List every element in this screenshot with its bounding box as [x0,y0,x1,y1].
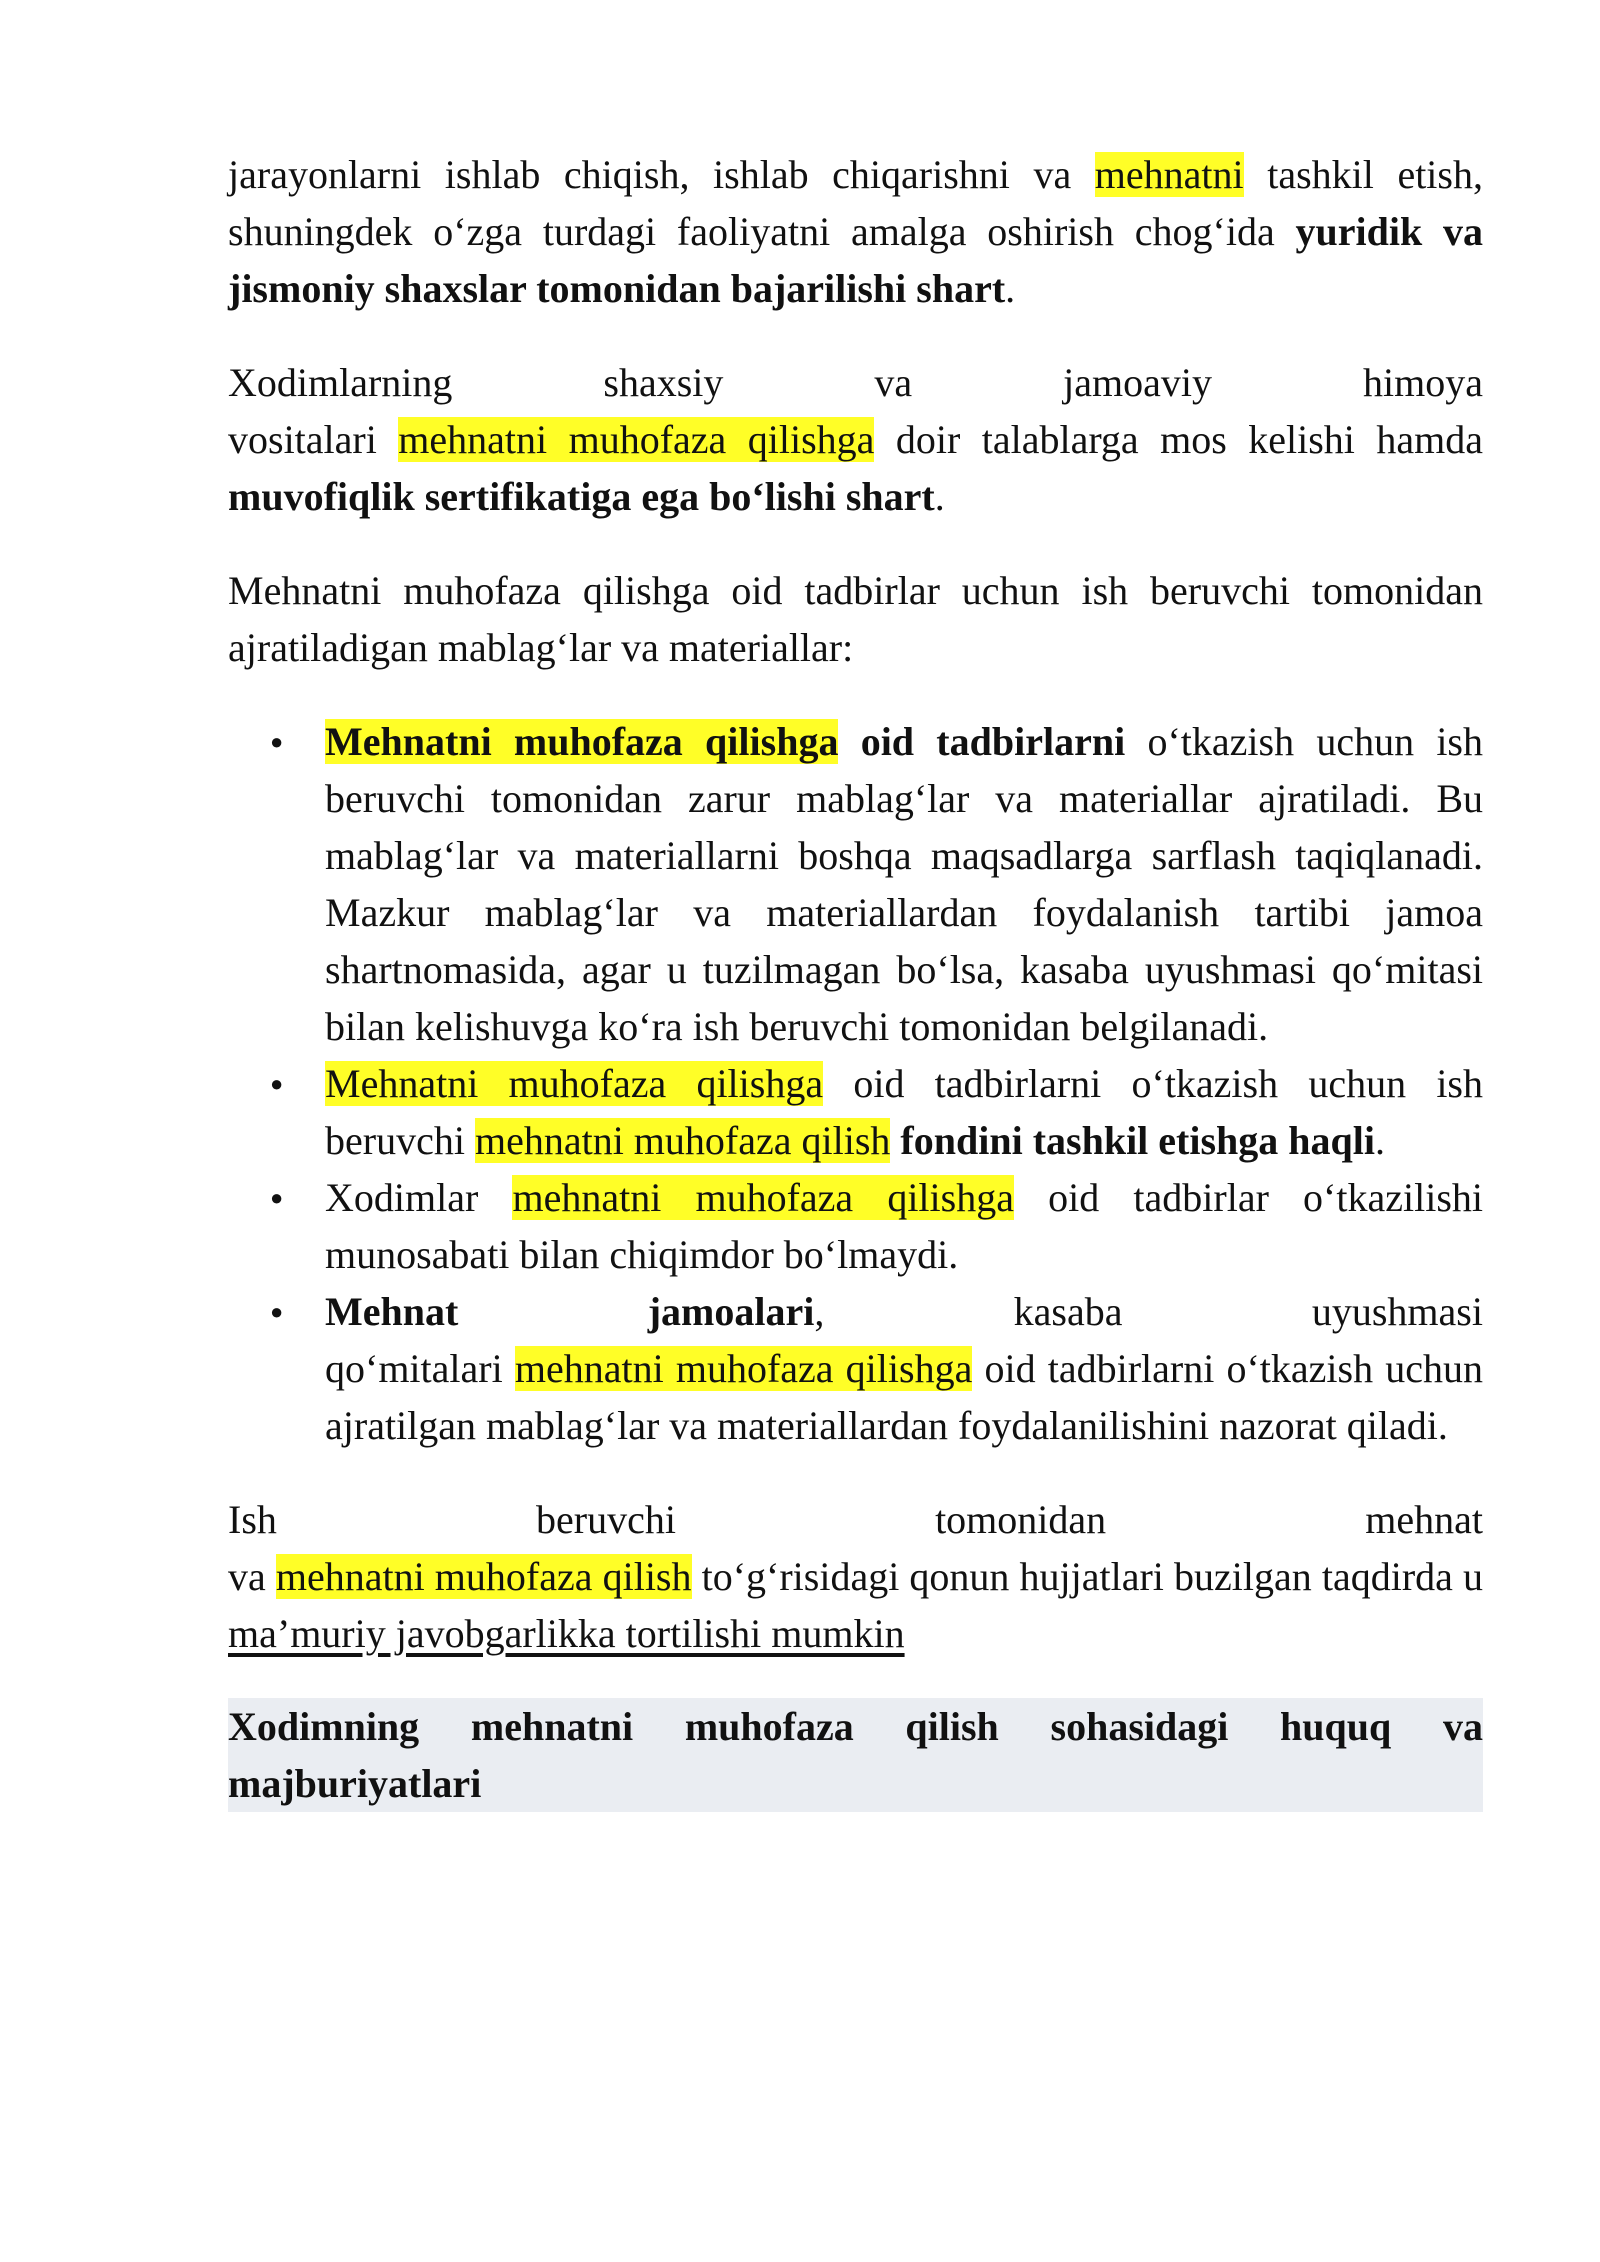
bullet-icon: ● [270,1299,284,1324]
comma: , [814,1289,825,1334]
paragraph-4-body [228,1548,1483,1662]
text: . [1375,1118,1386,1163]
document-page [228,146,1483,1812]
word: Ish [228,1497,277,1542]
text: . [1005,266,1016,311]
bullet-icon: ● [270,1071,284,1096]
text: doir talablarga mos kelishi hamda [874,417,1483,462]
highlight: mehnatni muhofaza qilishga [512,1175,1014,1220]
text: oid tadbirlarni o‘tkazish uchun ajratilgan mablag‘lar va materiallardan foydalanilishini nazorat qiladi. [325,1346,1483,1448]
highlight: mehnatni muhofaza qilishga [514,1346,973,1391]
list-item [270,713,1484,1055]
bold-word: Mehnat [325,1289,459,1334]
bullet-list [228,713,1483,1454]
word: uyushmasi [1311,1289,1483,1334]
list-item [270,1283,1483,1454]
list-item [270,1169,1484,1283]
text: qo‘mitalari [325,1346,515,1391]
highlight: Mehnatni muhofaza qilishga [325,1061,824,1106]
word: kasaba [1013,1289,1123,1334]
paragraph-1 [228,146,1483,317]
bullet-icon: ● [270,729,284,754]
text: jarayonlarni ishlab chiqish, ishlab chiqarishni va [228,152,1095,197]
text: tashkil etish, shuningdek o‘zga turdagi faoliyatni amalga oshirish chog‘ida [228,152,1483,254]
list-item [270,1055,1483,1169]
word: shaxsiy [603,360,724,405]
bold-text: fondini tashkil etishga haqli [900,1118,1376,1163]
word: himoya [1362,360,1483,405]
paragraph-4 [228,1491,1483,1662]
text [890,1118,900,1163]
word: beruvchi [536,1497,676,1542]
text: to‘g‘risidagi qonun hujjatlari buzilgan taqdirda u [691,1554,1483,1599]
text: . [934,474,945,519]
text: vositalari [228,417,399,462]
highlight: mehnatni muhofaza qilish [474,1118,891,1163]
word: va [874,360,913,405]
underlined-text: ma’muriy javobgarlikka tortilishi mumkin [228,1611,905,1656]
word: tomonidan [935,1497,1107,1542]
text: o‘tkazish uchun ish beruvchi tomonidan zarur mablag‘lar va materiallar ajratiladi. Bu mablag‘lar va materiallarni boshqa maqsadlarga sarflash taqiqlanadi. Mazkur mablag‘lar va materiallardan foydalanish tartibi jamoa shartnomasida, agar u tuzilmagan bo‘lsa, kasaba uyushmasi qo‘mitasi bilan kelishuvga ko‘ra ish beruvchi tomonidan belgilanadi. [325,719,1484,1049]
bold-text: muvofiqlik sertifikatiga ega bo‘lishi shart [228,474,935,519]
bold-text: yuridik va jismoniy shaxslar tomonidan bajarilishi shart [228,209,1484,311]
bullet-icon: ● [270,1185,284,1210]
highlight: mehnatni [1094,152,1244,197]
paragraph-2-body [228,411,1483,525]
word: Xodimlarning [228,360,453,405]
spread-line [228,1491,1483,1548]
spread-line [228,354,1483,411]
text: va [228,1554,276,1599]
spread-line [325,1283,1483,1340]
highlight: mehnatni muhofaza qilish [275,1554,692,1599]
text: oid tadbirlarni o‘tkazish uchun ish beruvchi [325,1061,1483,1163]
bold-text: oid tadbirlarni [838,719,1126,764]
word: jamoaviy [1063,360,1212,405]
text: Xodimlar [325,1175,513,1220]
highlight-bold: Mehnatni muhofaza qilishga [325,719,839,764]
paragraph-2 [228,354,1483,525]
text: oid tadbirlar o‘tkazilishi munosabati bilan chiqimdor bo‘lmaydi. [325,1175,1484,1277]
paragraph-3: Mehnatni muhofaza qilishga oid tadbirlar uchun ish beruvchi tomonidan ajratiladigan mablag‘lar va materiallar: [228,568,1483,670]
word: mehnat [1365,1497,1483,1542]
section-heading: Xodimning mehnatni muhofaza qilish sohasidagi huquq va majburiyatlari [228,1698,1483,1812]
bold-word: jamoalari [647,1289,815,1334]
highlight: mehnatni muhofaza qilishga [398,417,875,462]
